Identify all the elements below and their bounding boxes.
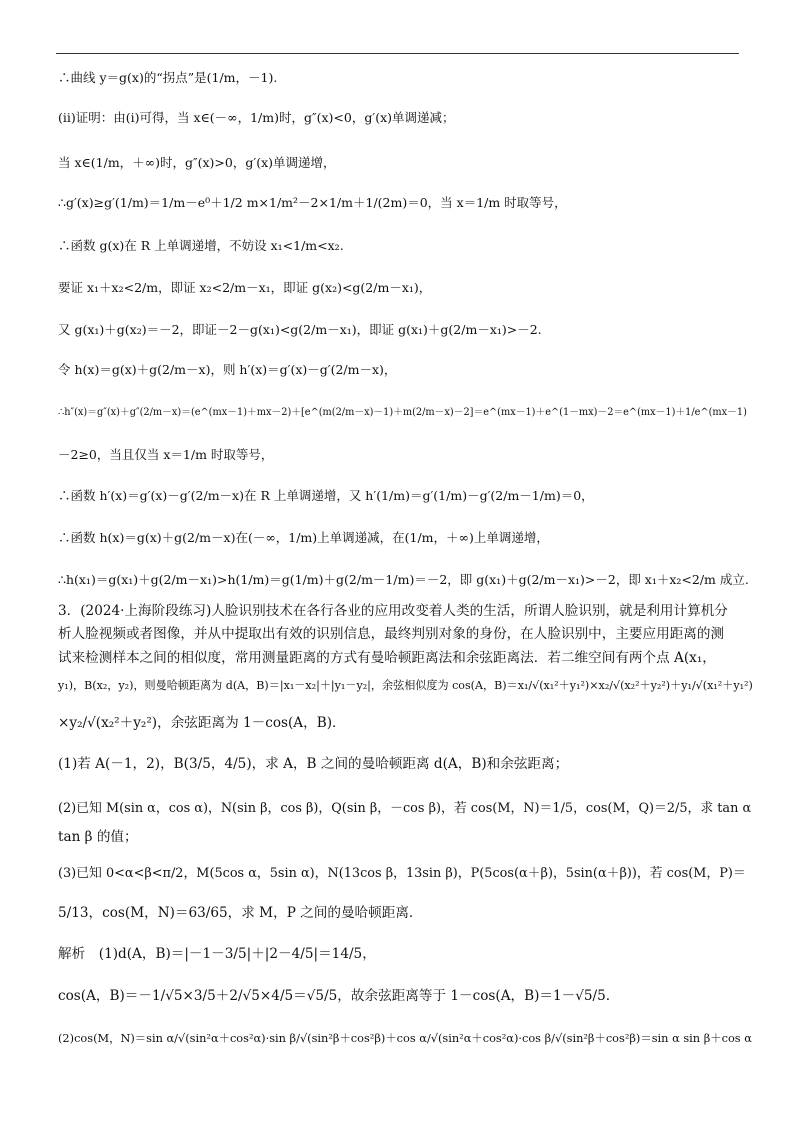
problem-line: y₁)，B(x₂，y₂)，则曼哈顿距离为 d(A，B)＝|x₁－x₂|＋|y₁－y₂|，余弦相似度为 cos(A，B)＝x₁/√(x₁²＋y₁²)×x₂/√(x₂²＋y₂²)＋y₁/√(x₁²＋y₁²) [58, 679, 753, 692]
problem-line: tan β 的值； [58, 829, 138, 845]
text-line: 要证 x₁＋x₂<2/m，即证 x₂<2/m－x₁，即证 g(x₂)<g(2/m－x₁)， [58, 280, 432, 295]
solution-line: (2)cos(M，N)＝sin α/√(sin²α＋cos²α)·sin β/√(sin²β＋cos²β)＋cos α/√(sin²α＋cos²α)·cos β/√(sin²β＋cos²β)＝sin α sin β＋cos α [58, 1031, 752, 1045]
text-line: ∴h″(x)＝g″(x)＋g″(2/m－x)＝(e^(mx－1)＋mx－2)＋[e^(m(2/m－x)－1)＋m(2/m－x)－2]＝e^(mx－1)＋e^(1－mx)－2＝e^(mx－1)＋1/e^(mx－1) [58, 407, 747, 418]
text-line: ∴函数 h′(x)＝g′(x)－g′(2/m－x)在 R 上单调递增，又 h′(1/m)＝g′(1/m)－g′(2/m－1/m)＝0， [58, 488, 594, 503]
problem-line: 3．(2024·上海阶段练习)人脸识别技术在各行各业的应用改变着人类的生活，所谓人脸识别，就是利用计算机分 [58, 603, 728, 619]
problem-line: ×y₂/√(x₂²＋y₂²)，余弦距离为 1－cos(A，B)． [58, 715, 346, 731]
text-line: ∴h(x₁)＝g(x₁)＋g(2/m－x₁)>h(1/m)＝g(1/m)＋g(2/m－1/m)＝－2，即 g(x₁)＋g(2/m－x₁)>－2，即 x₁＋x₂<2/m 成立. [58, 572, 749, 587]
text-line: 又 g(x₁)＋g(x₂)＝－2，即证－2－g(x₁)<g(2/m－x₁)，即证 g(x₁)＋g(2/m－x₁)>－2. [58, 322, 542, 337]
text-line: －2≥0，当且仅当 x＝1/m 时取等号， [58, 447, 274, 462]
problem-line: (2)已知 M(sin α，cos α)，N(sin β，cos β)，Q(sin β，－cos β)，若 cos(M，N)＝1/5，cos(M，Q)＝2/5，求 tan α [58, 801, 752, 816]
text-line: 令 h(x)＝g(x)＋g(2/m－x)，则 h′(x)＝g′(x)－g′(2/m－x)， [58, 362, 397, 377]
header-rule [56, 53, 739, 54]
problem-line: (3)已知 0<α<β<π/2，M(5cos α，5sin α)，N(13cos β，13sin β)，P(5cos(α＋β)，5sin(α＋β))，若 cos(M，P)＝ [58, 866, 746, 881]
problem-line: (1)若 A(－1，2)，B(3/5，4/5)，求 A，B 之间的曼哈顿距离 d(A，B)和余弦距离； [58, 756, 569, 772]
problem-line: 析人脸视频或者图像，并从中提取出有效的识别信息，最终判别对象的身份，在人脸识别中，主要应用距离的测 [58, 626, 725, 642]
problem-line: 5/13，cos(M，N)＝63/65，求 M，P 之间的曼哈顿距离． [58, 905, 423, 921]
text-line: ∴曲线 y＝g(x)的“拐点”是(1/m，－1). [58, 70, 278, 85]
problem-line: 试来检测样本之间的相似度，常用测量距离的方式有曼哈顿距离法和余弦距离法．若二维空间有两个点 A(x₁， [58, 650, 716, 666]
text-line: ∴g′(x)≥g′(1/m)＝1/m－e⁰＋1/2 m×1/m²－2×1/m＋1/(2m)＝0，当 x＝1/m 时取等号， [58, 195, 567, 210]
text-line: (ⅱ)证明：由(ⅰ)可得，当 x∈(－∞，1/m)时，g″(x)<0，g′(x)单调递减； [58, 110, 455, 125]
solution-line: 解析 (1)d(A，B)＝|－1－3/5|＋|2－4/5|＝14/5， [58, 946, 376, 962]
solution-line: cos(A，B)＝－1/√5×3/5＋2/√5×4/5＝√5/5，故余弦距离等于 1－cos(A，B)＝1－√5/5. [58, 988, 611, 1004]
text-line: ∴函数 g(x)在 R 上单调递增，不妨设 x₁<1/m<x₂. [58, 238, 344, 253]
text-line: 当 x∈(1/m，＋∞)时，g″(x)>0，g′(x)单调递增， [58, 155, 336, 170]
text-line: ∴函数 h(x)＝g(x)＋g(2/m－x)在(－∞，1/m)上单调递减，在(1/m，＋∞)上单调递增， [58, 530, 549, 545]
